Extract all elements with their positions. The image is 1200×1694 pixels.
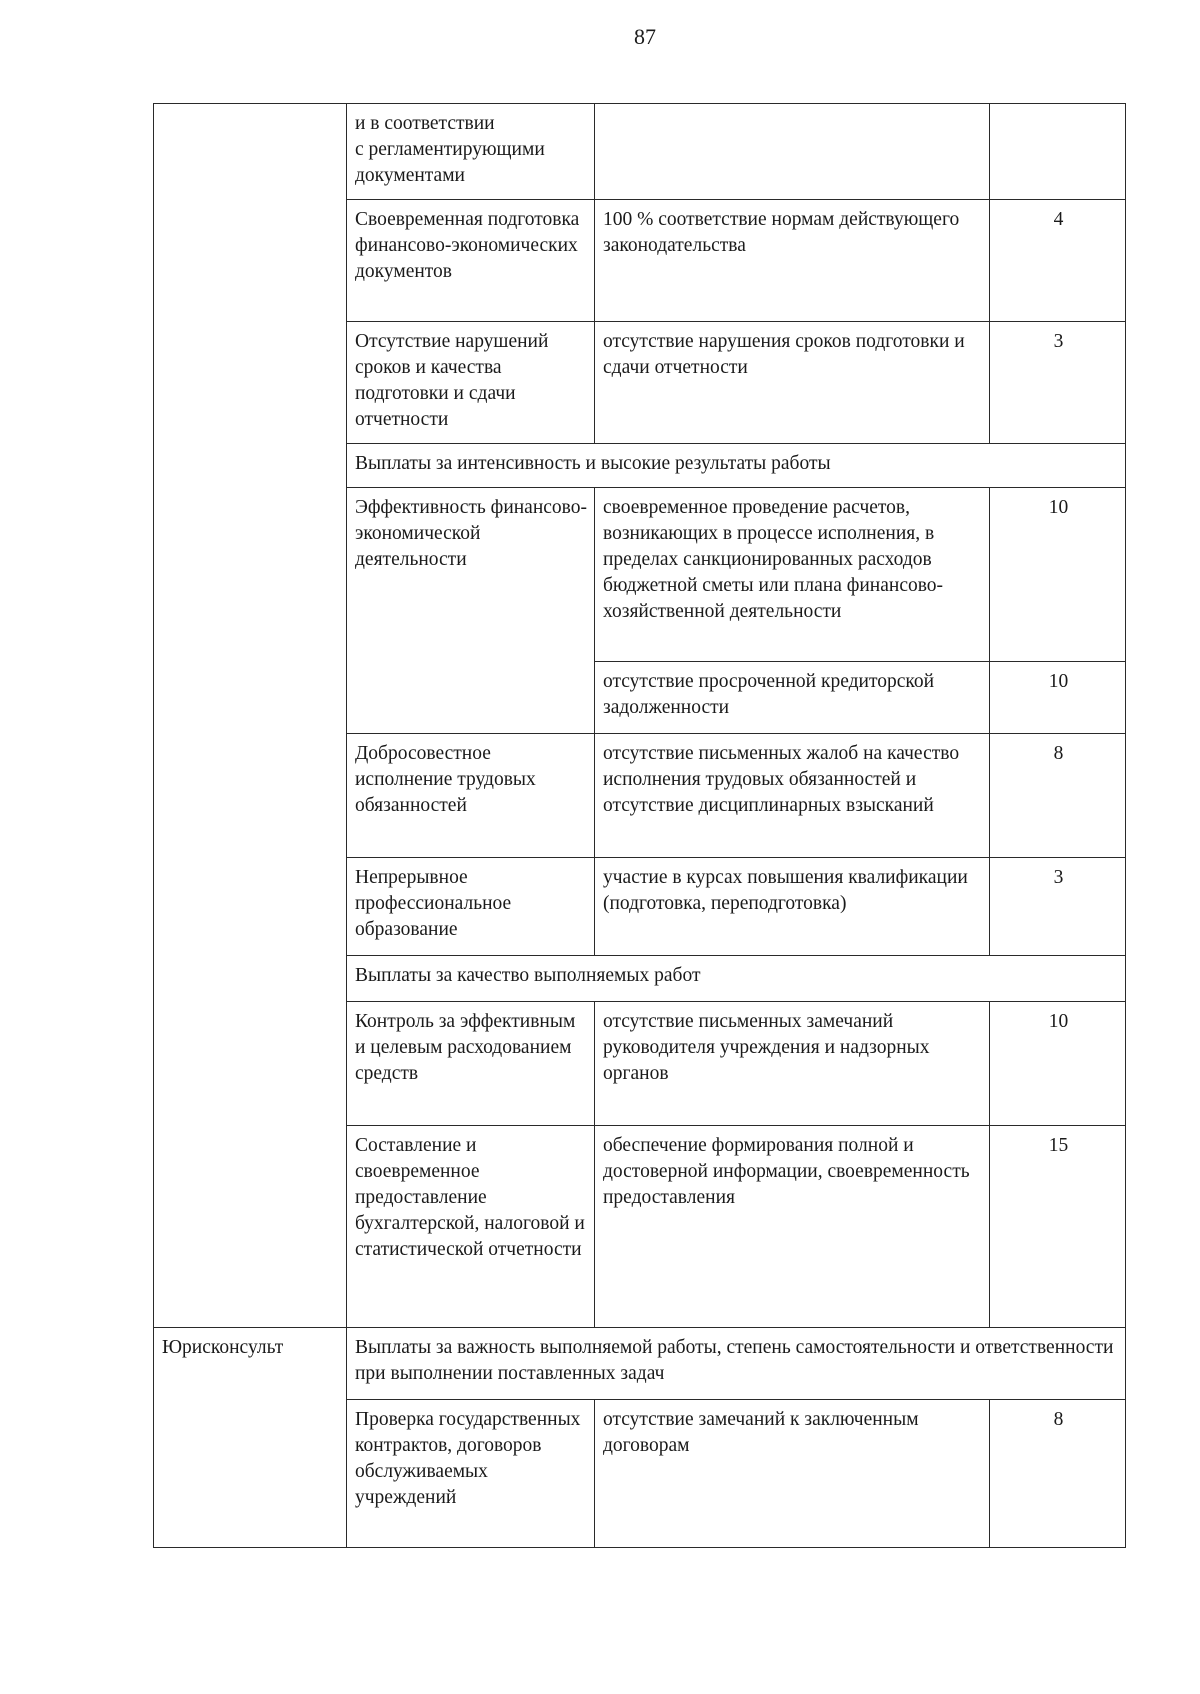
- criterion-cell: [595, 104, 990, 200]
- points-cell: [990, 104, 1126, 200]
- section-heading-quality: Выплаты за качество выполняемых работ: [347, 956, 1126, 1002]
- points-cell: 3: [990, 322, 1126, 444]
- points-cell: 8: [990, 734, 1126, 858]
- section-row: [154, 1328, 1126, 1400]
- points-cell: 10: [990, 1002, 1126, 1126]
- table-row: [154, 104, 1126, 200]
- points-cell: 15: [990, 1126, 1126, 1328]
- criterion-cell: отсутствие замечаний к заключенным договорам: [595, 1400, 990, 1548]
- indicator-cell: Добросовестное исполнение трудовых обязанностей: [347, 734, 595, 858]
- indicator-cell: Эффективность финансово-экономической деятельности: [347, 488, 595, 734]
- criterion-cell: отсутствие нарушения сроков подготовки и сдачи отчетности: [595, 322, 990, 444]
- indicator-text: и в соответствии с регламентирующими документами: [355, 113, 545, 186]
- indicator-cell: Проверка государственных контрактов, договоров обслуживаемых учреждений: [347, 1400, 595, 1548]
- criterion-cell: 100 % соответствие нормам действующего законодательства: [595, 200, 990, 322]
- points-cell: 4: [990, 200, 1126, 322]
- points-cell: 3: [990, 858, 1126, 956]
- page-number: 87: [634, 24, 656, 49]
- position-cell-continued: [154, 104, 347, 1328]
- section-heading-importance: Выплаты за важность выполняемой работы, степень самостоятельности и ответственности при выполнении поставленных задач: [347, 1328, 1126, 1400]
- criterion-cell: своевременное проведение расчетов, возникающих в процессе исполнения, в пределах санкционированных расходов бюджетной сметы или плана финансово-хозяйственной деятельности: [595, 488, 990, 662]
- indicator-cell: Своевременная подготовка финансово-экономических документов: [347, 200, 595, 322]
- points-cell: 10: [990, 662, 1126, 734]
- criterion-cell: отсутствие письменных жалоб на качество исполнения трудовых обязанностей и отсутствие дисциплинарных взысканий: [595, 734, 990, 858]
- points-cell: 10: [990, 488, 1126, 662]
- criterion-cell: обеспечение формирования полной и достоверной информации, своевременность предоставления: [595, 1126, 990, 1328]
- criterion-cell: отсутствие просроченной кредиторской задолженности: [595, 662, 990, 734]
- indicator-cell: [347, 104, 595, 200]
- indicator-cell: Отсутствие нарушений сроков и качества подготовки и сдачи отчетности: [347, 322, 595, 444]
- position-cell-jurist: Юрисконсульт: [154, 1328, 347, 1548]
- payments-table: [153, 103, 1126, 1548]
- points-cell: 8: [990, 1400, 1126, 1548]
- section-heading-intensity: Выплаты за интенсивность и высокие результаты работы: [347, 444, 1126, 488]
- criterion-cell: отсутствие письменных замечаний руководителя учреждения и надзорных органов: [595, 1002, 990, 1126]
- indicator-cell: Составление и своевременное предоставление бухгалтерской, налоговой и статистической отчетности: [347, 1126, 595, 1328]
- indicator-cell: Контроль за эффективным и целевым расходованием средств: [347, 1002, 595, 1126]
- indicator-cell: Непрерывное профессиональное образование: [347, 858, 595, 956]
- criterion-cell: участие в курсах повышения квалификации (подготовка, переподготовка): [595, 858, 990, 956]
